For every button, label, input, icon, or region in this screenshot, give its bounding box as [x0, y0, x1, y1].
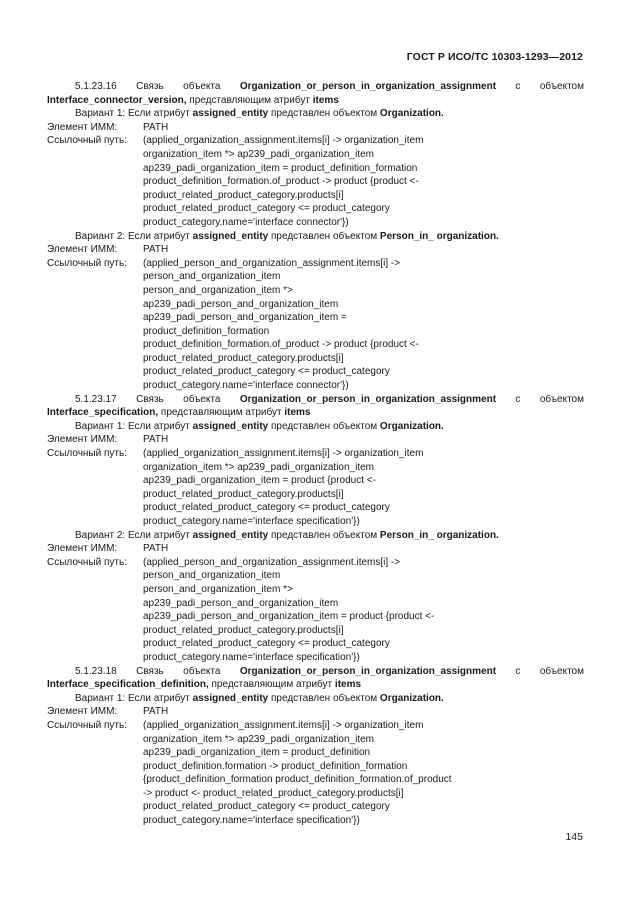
element-row	[47, 705, 584, 719]
element-value: PATH	[143, 434, 169, 446]
path-line: ap239_padi_organization_item = product_definition	[143, 747, 371, 759]
heading-text: представляющим атрибут	[208, 679, 335, 691]
entity-name: Interface_connector_version,	[47, 94, 187, 106]
path-line: product_category.name='interface connector'})	[143, 216, 349, 228]
entity-name: Interface_specification,	[47, 407, 159, 419]
element-row	[47, 243, 584, 257]
path-label: Ссылочный путь:	[47, 135, 127, 147]
heading-text: представляющим атрибут	[158, 407, 285, 419]
path-line: product_related_product_category.products[i]	[143, 624, 344, 636]
variant-text: представлен объектом	[268, 108, 380, 120]
path-line: product_category.name='interface specification'})	[143, 815, 360, 827]
path-line: (applied_organization_assignment.items[i] -> organization_item	[143, 719, 424, 731]
element-value: PATH	[143, 543, 169, 555]
path-line: product_definition_formation.of_product -> product {product <-	[143, 339, 419, 351]
entity-name: Organization.	[379, 108, 444, 120]
path-line: {product_definition_formation product_definition_formation.of_product	[143, 774, 452, 786]
section-heading	[47, 665, 584, 692]
variant-line	[47, 692, 584, 706]
variant-intro: Вариант 2: Если атрибут	[75, 230, 193, 242]
path-line: (applied_organization_assignment.items[i] -> organization_item	[143, 448, 424, 460]
path-label: Ссылочный путь:	[47, 448, 127, 460]
variant-intro: Вариант 2: Если атрибут	[75, 529, 193, 541]
entity-name: Organization.	[379, 420, 444, 432]
element-label: Элемент ИММ:	[47, 244, 118, 256]
path-line: person_and_organization_item	[143, 570, 281, 582]
element-row	[47, 542, 584, 556]
element-label: Элемент ИММ:	[47, 121, 118, 133]
entity-name: Organization_or_person_in_organization_assignment	[239, 665, 497, 677]
entity-name: Interface_specification_definition,	[47, 679, 209, 691]
path-line: product_related_product_category <= product_category	[143, 203, 390, 215]
path-line: ap239_padi_person_and_organization_item	[143, 298, 339, 310]
path-line: product_related_product_category.products[i]	[143, 189, 344, 201]
path-lines	[143, 556, 584, 665]
path-row	[47, 134, 584, 229]
heading-text: Связь объекта	[116, 393, 240, 405]
path-line: product_category.name='interface specification'})	[143, 651, 360, 663]
path-label: Ссылочный путь:	[47, 556, 127, 568]
path-lines	[143, 134, 584, 229]
path-line: product_category.name='interface specification'})	[143, 516, 360, 527]
path-line: person_and_organization_item	[143, 271, 281, 283]
heading-text: Связь объекта	[116, 81, 240, 92]
path-line: ap239_padi_person_and_organization_item	[143, 597, 339, 609]
section-number: 5.1.23.16	[75, 81, 117, 92]
page-number: 145	[565, 831, 583, 843]
section-number: 5.1.23.17	[75, 393, 117, 405]
entity-name: Person_in_ organization.	[379, 529, 499, 541]
path-line: product_related_product_category <= product_category	[143, 801, 390, 813]
path-line: product_related_product_category <= product_category	[143, 502, 390, 514]
path-line: product_related_product_category <= product_category	[143, 366, 390, 378]
path-line: ap239_padi_person_and_organization_item = product {product <-	[143, 611, 435, 623]
path-row	[47, 719, 584, 828]
attribute-name: items	[312, 94, 339, 106]
path-line: ap239_padi_organization_item = product {product <-	[143, 475, 376, 487]
path-row	[47, 556, 584, 665]
path-line: product_definition.formation -> product_definition_formation	[143, 760, 408, 772]
path-label: Ссылочный путь:	[47, 257, 127, 269]
heading-text: с объектом	[496, 393, 584, 405]
variant-text: представлен объектом	[268, 420, 380, 432]
entity-name: Organization_or_person_in_organization_assignment	[239, 393, 497, 405]
path-line: product_definition_formation.of_product -> product {product <-	[143, 176, 419, 188]
element-label: Элемент ИММ:	[47, 434, 118, 446]
attribute-name: assigned_entity	[192, 420, 269, 432]
path-lines	[143, 719, 584, 828]
heading-text: представляющим атрибут	[186, 94, 313, 106]
attribute-name: items	[284, 407, 311, 419]
path-line: product_definition_formation	[143, 325, 270, 337]
element-value: PATH	[143, 244, 169, 256]
variant-line	[47, 420, 584, 434]
path-line: ap239_padi_organization_item = product_definition_formation	[143, 162, 418, 174]
variant-intro: Вариант 1: Если атрибут	[75, 692, 193, 704]
standard-header: ГОСТ Р ИСО/ТС 10303-1293—2012	[406, 51, 583, 63]
path-line: organization_item *> ap239_padi_organization_item	[143, 461, 374, 473]
path-line: (applied_person_and_organization_assignment.items[i] ->	[143, 257, 401, 269]
variant-text: представлен объектом	[268, 230, 380, 242]
section-heading	[47, 80, 584, 107]
path-line: (applied_organization_assignment.items[i] -> organization_item	[143, 135, 424, 147]
variant-text: представлен объектом	[268, 529, 380, 541]
element-row	[47, 433, 584, 447]
path-line: product_category.name='interface connector'})	[143, 380, 349, 392]
element-row	[47, 121, 584, 135]
attribute-name: assigned_entity	[192, 529, 269, 541]
path-line: product_related_product_category.products[i]	[143, 352, 344, 364]
section-number: 5.1.23.18	[75, 665, 117, 677]
path-label: Ссылочный путь:	[47, 719, 127, 731]
heading-text: с объектом	[496, 81, 584, 92]
path-row	[47, 447, 584, 529]
attribute-name: assigned_entity	[192, 692, 269, 704]
entity-name: Organization_or_person_in_organization_assignment	[239, 81, 497, 92]
path-line: product_related_product_category.products[i]	[143, 488, 344, 500]
variant-text: представлен объектом	[268, 692, 380, 704]
heading-text: Связь объекта	[116, 665, 240, 677]
element-label: Элемент ИММ:	[47, 706, 118, 718]
path-line: (applied_person_and_organization_assignment.items[i] ->	[143, 556, 401, 568]
path-line: organization_item *> ap239_padi_organization_item	[143, 733, 374, 745]
path-lines	[143, 447, 584, 529]
path-row	[47, 257, 584, 393]
document-body	[47, 80, 584, 828]
path-line: product_related_product_category <= product_category	[143, 638, 390, 650]
path-line: person_and_organization_item *>	[143, 284, 293, 296]
variant-intro: Вариант 1: Если атрибут	[75, 108, 193, 120]
heading-text: с объектом	[496, 665, 584, 677]
path-line: ap239_padi_person_and_organization_item =	[143, 312, 347, 324]
variant-intro: Вариант 1: Если атрибут	[75, 420, 193, 432]
element-label: Элемент ИММ:	[47, 543, 118, 555]
variant-line	[47, 107, 584, 121]
attribute-name: assigned_entity	[192, 230, 269, 242]
entity-name: Person_in_ organization.	[379, 230, 499, 242]
variant-line	[47, 230, 584, 244]
entity-name: Organization.	[379, 692, 444, 704]
path-lines	[143, 257, 584, 393]
variant-line	[47, 529, 584, 543]
path-line: -> product <- product_related_product_category.products[i]	[143, 787, 404, 799]
element-value: PATH	[143, 121, 169, 133]
section-heading	[47, 393, 584, 420]
path-line: organization_item *> ap239_padi_organization_item	[143, 148, 374, 160]
attribute-name: assigned_entity	[192, 108, 269, 120]
element-value: PATH	[143, 706, 169, 718]
path-line: person_and_organization_item *>	[143, 583, 293, 595]
attribute-name: items	[334, 679, 362, 691]
